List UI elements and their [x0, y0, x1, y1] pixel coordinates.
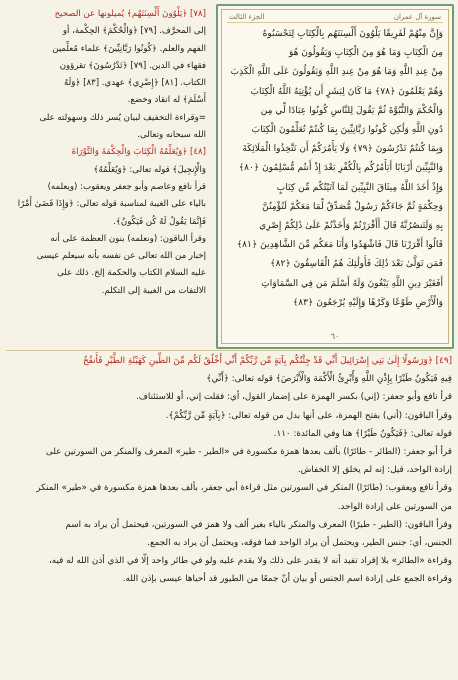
commentary-line: الله سبحانه وتعالى.	[137, 130, 206, 141]
commentary-line: =وقراءة التخفيف لبيان يُسر ذلك وسهولته على	[39, 112, 206, 123]
gloss-line: فقهاء في الدين. [٧٩] ﴿تَدْرُسُونَ﴾ تقرؤون	[59, 60, 206, 71]
quran-line: فَمَن تَوَلَّىٰ بَعْدَ ذَٰلِكَ فَأُولَٰئِكَ هُمُ الْفَاسِقُونَ ﴿٨٢﴾	[270, 259, 443, 270]
commentary-line: إرادة الواحد، قيل: إنه لم يخلق إلا الخفاش.	[297, 465, 452, 476]
quran-line: مِنَ الْكِتَابِ وَمَا هُوَ مِنَ الْكِتَابِ وَيَقُولُونَ هُوَ	[289, 48, 443, 59]
commentary-line: قرأ نافع وعاصم وأبو جعفر ويعقوب: (ويعلمه)	[47, 181, 206, 192]
quran-header	[227, 12, 443, 23]
commentary-line: وقرأ الباقون: (أني) بفتح الهمزة، على أنها بدل من قوله تعالى: ﴿بِآيَةٍ مِّن رَّبِّكُمْ﴾.	[165, 410, 452, 421]
commentary-line: فِيهِ فَيَكُونُ طَيْرًا بِإِذْنِ اللَّهِ وَأُبْرِئُ الْأَكْمَهَ وَالْأَبْرَصَ﴾ قوله تعالى: ﴿أَنِّي﴾	[206, 374, 452, 385]
quran-line: بِهِ وَلَتَنصُرُنَّهُ قَالَ أَأَقْرَرْتُمْ وَأَخَذْتُمْ عَلَىٰ ذَٰلِكُمْ إِصْرِي	[259, 221, 443, 232]
quran-text-panel	[216, 4, 454, 349]
commentary-line: وقراءة الجمع على إرادة اسم الجنس أو بيان أنّ جمعًا من الطيور قد أحياها عيسى بإذن الله.	[122, 574, 452, 585]
quran-line: مِنْ عِندِ اللَّهِ وَمَا هُوَ مِنْ عِندِ اللَّهِ وَيَقُولُونَ عَلَى اللَّهِ الْكَذِبَ	[230, 67, 443, 78]
quran-lines	[227, 25, 443, 313]
gloss-line: [٧٨] ﴿يَلْوُونَ أَلْسِنَتَهُم﴾ يُميلونها عن الصحيح	[54, 9, 206, 19]
commentary-line: إخبار من الله تعالى عن نفسه بأنه سيعلم عيسى	[36, 251, 206, 262]
quran-line: وَإِنَّ مِنْهُمْ لَفَرِيقًا يَلْوُونَ أَلْسِنَتَهُم بِالْكِتَابِ لِتَحْسَبُوهُ	[262, 29, 443, 39]
commentary-line: الالتفات من الغيبة إلى التكلم.	[101, 285, 206, 296]
commentary-line: الجنس، أي: جنس الطير، ويحتمل أن يراد الواحد فما فوقه، ويحتمل أن يراد به الجمع.	[147, 538, 452, 549]
quran-line: وَالْحُكْمَ وَالنُّبُوَّةَ ثُمَّ يَقُولَ لِلنَّاسِ كُونُوا عِبَادًا لِّي مِن	[260, 105, 443, 116]
quran-line: وَالنَّبِيِّينَ أَرْبَابًا أَيَأْمُرُكُم بِالْكُفْرِ بَعْدَ إِذْ أَنتُم مُّسْلِمُونَ ﴿٨٠﴾	[238, 163, 443, 174]
gloss-line: الكتاب. [٨١] ﴿إِصْرِي﴾ عهدي. [٨٣] ﴿وَلَهُ	[63, 78, 206, 89]
quran-inner-border	[221, 9, 449, 344]
page-number: ٦٠	[330, 332, 340, 341]
commentary-line: وقراءة «الطائر» بلا إفراد تفيد أنه لا يقدر على ذلك ولا يقدم عليه ولو في طائر واحد إلّا في الذي أذن الله له فيه،	[48, 556, 452, 567]
quran-line: وَإِذْ أَخَذَ اللَّهُ مِيثَاقَ النَّبِيِّينَ لَمَا آتَيْتُكُم مِّن كِتَابٍ	[276, 182, 443, 193]
commentary-line: بالياء على الغيبة لمناسبة قوله تعالى: ﴿وَإِذَا قَضَىٰ أَمْرًا	[17, 199, 206, 210]
verse-heading-48: [٤٨] ﴿وَيُعَلِّمُهُ الْكِتَابَ وَالْحِكْمَةَ وَالتَّوْرَاةَ	[71, 147, 206, 158]
commentary-line: عليه السلام الكتاب والحكمة إلخ. ذلك على	[57, 268, 206, 279]
gloss-line: إلى المحرَّف. [٧٩] ﴿وَالْحُكْمَ﴾ الحِكْمة، أو	[62, 26, 206, 37]
commentary-line: من السورتين على إرادة الواحد.	[337, 501, 452, 512]
quran-line: وَهُمْ يَعْلَمُونَ ﴿٧٨﴾ مَا كَانَ لِبَشَرٍ أَن يُؤْتِيَهُ اللَّهُ الْكِتَابَ	[250, 86, 443, 97]
commentary-line: وَالْإِنجِيلَ﴾ قوله تعالى: ﴿وَيُعَلِّمُهُ﴾	[93, 164, 206, 175]
bottom-commentary	[6, 352, 452, 676]
commentary-line: فَإِنَّمَا يَقُولُ لَهُ كُن فَيَكُونُ﴾.	[113, 216, 206, 227]
quran-line: وَحِكْمَةٍ ثُمَّ جَاءَكُمْ رَسُولٌ مُّصَدِّقٌ لِّمَا مَعَكُمْ لَتُؤْمِنُنَّ	[262, 201, 443, 212]
quran-line: أَفَغَيْرَ دِينِ اللَّهِ يَبْغُونَ وَلَهُ أَسْلَمَ مَن فِي السَّمَاوَاتِ	[261, 278, 443, 289]
verse-heading-49: [٤٩] ﴿وَرَسُولًا إِلَىٰ بَنِي إِسْرَائِيلَ أَنِّي قَدْ جِئْتُكُم بِآيَةٍ مِّن رَّبِّكُمْ أَنِّي أَخْلُقُ لَكُم مِّنَ الطِّينِ كَهَيْئَةِ الطَّيْرِ فَأَنفُخُ	[82, 356, 452, 366]
commentary-line: قرأ أبو جعفر: (الطائر - طائرًا) بألف بعدها همزة مكسورة في «الطير - طير» المعرف والمنكر من السورتين على	[45, 447, 452, 458]
gloss-line: أَسْلَمَ﴾ له انقاد وخضع.	[127, 95, 206, 106]
section-divider	[6, 350, 452, 351]
quran-line: وَبِمَا كُنتُمْ تَدْرُسُونَ ﴿٧٩﴾ وَلَا يَأْمُرَكُمْ أَن تَتَّخِذُوا الْمَلَائِكَةَ	[242, 144, 443, 155]
quran-line: دُونِ اللَّهِ وَلَٰكِن كُونُوا رَبَّانِيِّينَ بِمَا كُنتُمْ تُعَلِّمُونَ الْكِتَابَ	[251, 125, 443, 136]
quran-line: قَالُوا أَقْرَرْنَا قَالَ فَاشْهَدُوا وَأَنَا مَعَكُم مِّنَ الشَّاهِدِينَ ﴿٨١﴾	[236, 240, 443, 251]
commentary-line: قوله تعالى: ﴿فَيَكُونُ طَيْرًا﴾ هنا وفي المائدة: ١١٠.	[273, 428, 452, 439]
commentary-line: قرأ نافع وأبو جعفر: (إني) بكسر الهمزة على إضمار القول، أي: فقلت إني، أو للاستئناف.	[135, 392, 452, 403]
commentary-line: وقرأ الباقون: (الطير - طيرًا) المعرف والمنكر بالياء بغير ألف ولا همز في السورتين، فيحتمل أن يراد به اسم	[65, 519, 452, 530]
surah-name: سورة آل عمران	[393, 13, 441, 21]
quran-line: وَالْأَرْضِ طَوْعًا وَكَرْهًا وَإِلَيْهِ يُرْجَعُونَ ﴿٨٣﴾	[292, 297, 443, 308]
commentary-line: وقرأ نافع ويعقوب: (طائرًا) المنكر في السورتين مثل قراءة أبي جعفر، بألف بعدها همزة مكسورة في «طير» المنكر	[36, 483, 452, 494]
juz-name: الجزء الثالث	[229, 13, 265, 21]
side-commentary	[6, 6, 206, 351]
commentary-line: وقرأ الباقون: (ونعلمه) بنون العظمة على أنه	[50, 233, 206, 244]
gloss-line: الفهم والعلم. ﴿كُونُوا رَبَّانِيِّينَ﴾ علماء مُعلِّمين	[52, 43, 206, 54]
